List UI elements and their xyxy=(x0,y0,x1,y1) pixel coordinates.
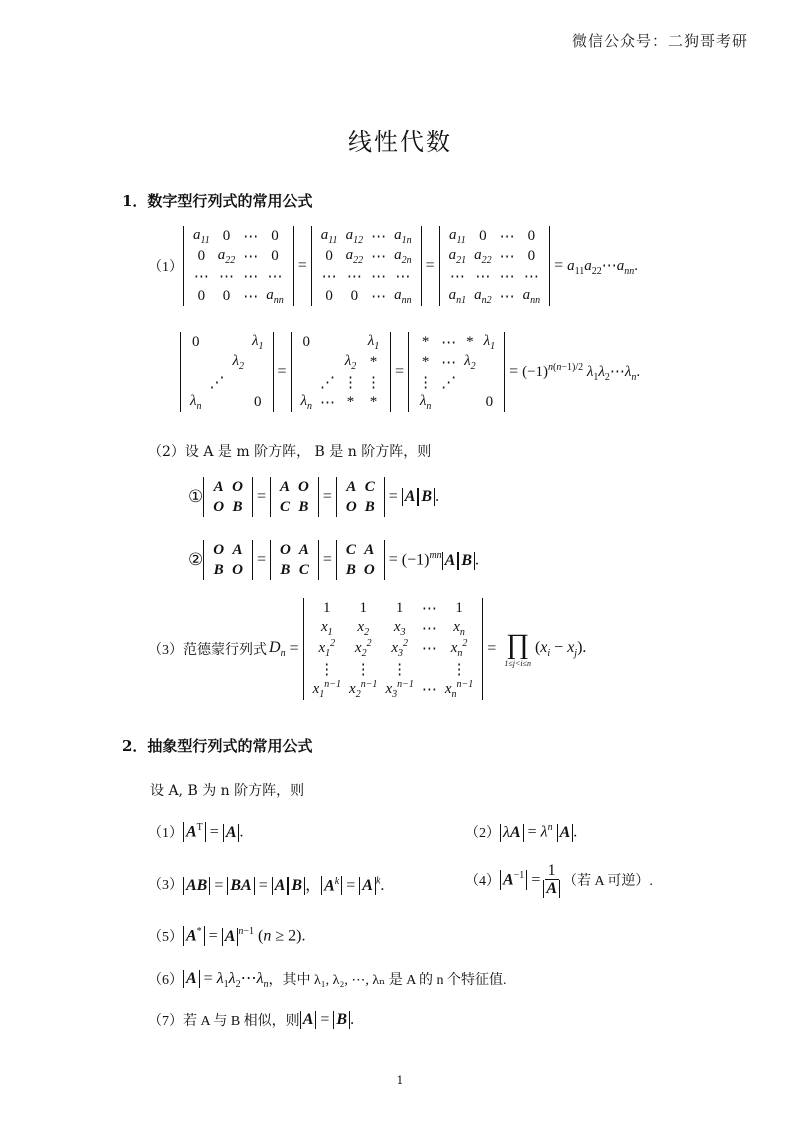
item-2-text: 设 A 是 m 阶方阵， B 是 n 阶方阵，则 xyxy=(184,444,432,460)
formula-inverse: （4） $A^{-1}$ = $\frac{1}{A}$ （若 A 可逆）. xyxy=(465,862,653,897)
item-3-number: （3） xyxy=(148,643,183,658)
formula-transpose: （1） $A^T = A$ . xyxy=(148,822,244,841)
section-2-title: 2．抽象型行列式的常用公式 xyxy=(122,737,313,755)
formula-eigenvalues: （6） $A = \lambda_1\lambda_2\cdots\lambda_n$ ，其中 λ₁, λ₂, ⋯, λₙ 是 A 的 n 个特征值. xyxy=(148,970,507,991)
det-diagonal: $a_{11}$ 0 ⋯ 0 0 $a_{22}$ ⋯ 0 ⋯ ⋯ ⋯ ⋯ 0 0 ⋯ $a_{nn}$ xyxy=(183,226,294,306)
item-2-line: （2）设 A 是 m 阶方阵， B 是 n 阶方阵，则 xyxy=(148,444,432,460)
section-1-title: 1．数字型行列式的常用公式 xyxy=(122,192,313,210)
formula-adjugate: （5） A* = A $^{n-1}$ (n ≥ 2). xyxy=(148,926,306,945)
page-number: 1 xyxy=(396,1074,404,1087)
similar-text: 若 A 与 B 相似，则 xyxy=(183,1014,300,1029)
circle-1: ① xyxy=(188,487,204,506)
page-title: 线性代数 xyxy=(348,128,452,156)
formula-vandermonde: （3） 范德蒙行列式 $D_n$ = 1 1 1 ⋯ 1 $x_1$ $x_2$ $x_3$ ⋯ $x_n$ $x_1^2$ $x_2^2$ $x_3^2$ ⋯ $x_n^2$ ⋮ ⋮ ⋮ ⋮ $x_1^{n-1}$ $x_2^{n-1}$ $x_3^{n-1}$ ⋯ $x_n^{n-1}$ = ∏ 1≤j<i≤n $(x_i - x_j)$. xyxy=(148,599,587,700)
det-upper-triangular: $a_{11}$ $a_{12}$ ⋯ $a_{1n}$ 0 $a_{22}$ ⋯ $a_{2n}$ ⋯ ⋯ ⋯ ⋯ 0 0 ⋯ $a_{nn}$ xyxy=(311,226,422,306)
inverse-note: （若 A 可逆）. xyxy=(563,874,653,889)
eigen-text: ，其中 λ₁, λ₂, ⋯, λₙ 是 A 的 n 个特征值. xyxy=(268,973,507,989)
formula-product: （3） AB = BA = A B ， $A^k = A$ $^k$. xyxy=(148,875,385,894)
item-3-text: 范德蒙行列式 xyxy=(183,643,267,658)
det-anti-diagonal: 0 $\lambda_1$ $\lambda_2$ ⋰ $\lambda_n$ 0 xyxy=(180,332,274,412)
det-anti-upper: 0 $\lambda_1$ $\lambda_2$ * ⋰ ⋮ ⋮ $\lambda_n$ ⋯ * * xyxy=(291,332,392,412)
formula-scalar: （2） $\lambda A = \lambda^n$ A . xyxy=(465,822,578,841)
formula-anti-diagonal: 0 $\lambda_1$ $\lambda_2$ ⋰ $\lambda_n$ 0 = 0 $\lambda_1$ $\lambda_2$ * ⋰ ⋮ ⋮ $\lambda_n$ ⋯ * * = * ⋯ * $\lambda_1$ * ⋯ $\lambda_2$ ⋮ ⋰ $\lambda_n$ 0 = $(-1)^{n(n-1)/2}$ $\lambda_1\lambda_2\cdots\lambda_n$. xyxy=(180,332,640,412)
formula-block-2: ② O A B O = O A B C = C A B O = $(-1)^{mn}$ A B . xyxy=(188,540,479,580)
header-watermark: 微信公众号：二狗哥考研 xyxy=(571,32,748,50)
formula-triangular: （1） $a_{11}$ 0 ⋯ 0 0 $a_{22}$ ⋯ 0 ⋯ ⋯ ⋯ ⋯ 0 0 ⋯ $a_{nn}$ = $a_{11}$ $a_{12}$ ⋯ $a_{1n}$ 0 $a_{22}$ ⋯ $a_{2n}$ ⋯ ⋯ ⋯ ⋯ 0 0 ⋯ $a_{nn}$ = $a_{11}$ 0 ⋯ 0 $a_{21}$ $a_{22}$ ⋯ 0 ⋯ ⋯ ⋯ ⋯ $a_{n1}$ $a_{n2}$ ⋯ $a_{nn}$ = $a_{11}a_{22}\cdots a_{nn}$. xyxy=(148,226,639,306)
det-anti-lower: * ⋯ * $\lambda_1$ * ⋯ $\lambda_2$ ⋮ ⋰ $\lambda_n$ 0 xyxy=(408,332,505,412)
section-2-intro: 设 A, B 为 n 阶方阵，则 xyxy=(150,783,305,799)
det-lower-triangular: $a_{11}$ 0 ⋯ 0 $a_{21}$ $a_{22}$ ⋯ 0 ⋯ ⋯ ⋯ ⋯ $a_{n1}$ $a_{n2}$ ⋯ $a_{nn}$ xyxy=(439,226,551,306)
det-vandermonde: 1 1 1 ⋯ 1 $x_1$ $x_2$ $x_3$ ⋯ $x_n$ $x_1^2$ $x_2^2$ $x_3^2$ ⋯ $x_n^2$ ⋮ ⋮ ⋮ ⋮ $x_1^{n-1}$ $x_2^{n-1}$ $x_3^{n-1}$ ⋯ $x_n^{n-1}$ xyxy=(303,598,484,700)
formula-block-1: ① A O O B = A O C B = A C O B = A B . xyxy=(188,477,439,517)
circle-2: ② xyxy=(188,550,204,569)
formula-similar: （7） 若 A 与 B 相似，则 A = B . xyxy=(148,1011,355,1029)
item-number: （1） xyxy=(148,260,183,275)
